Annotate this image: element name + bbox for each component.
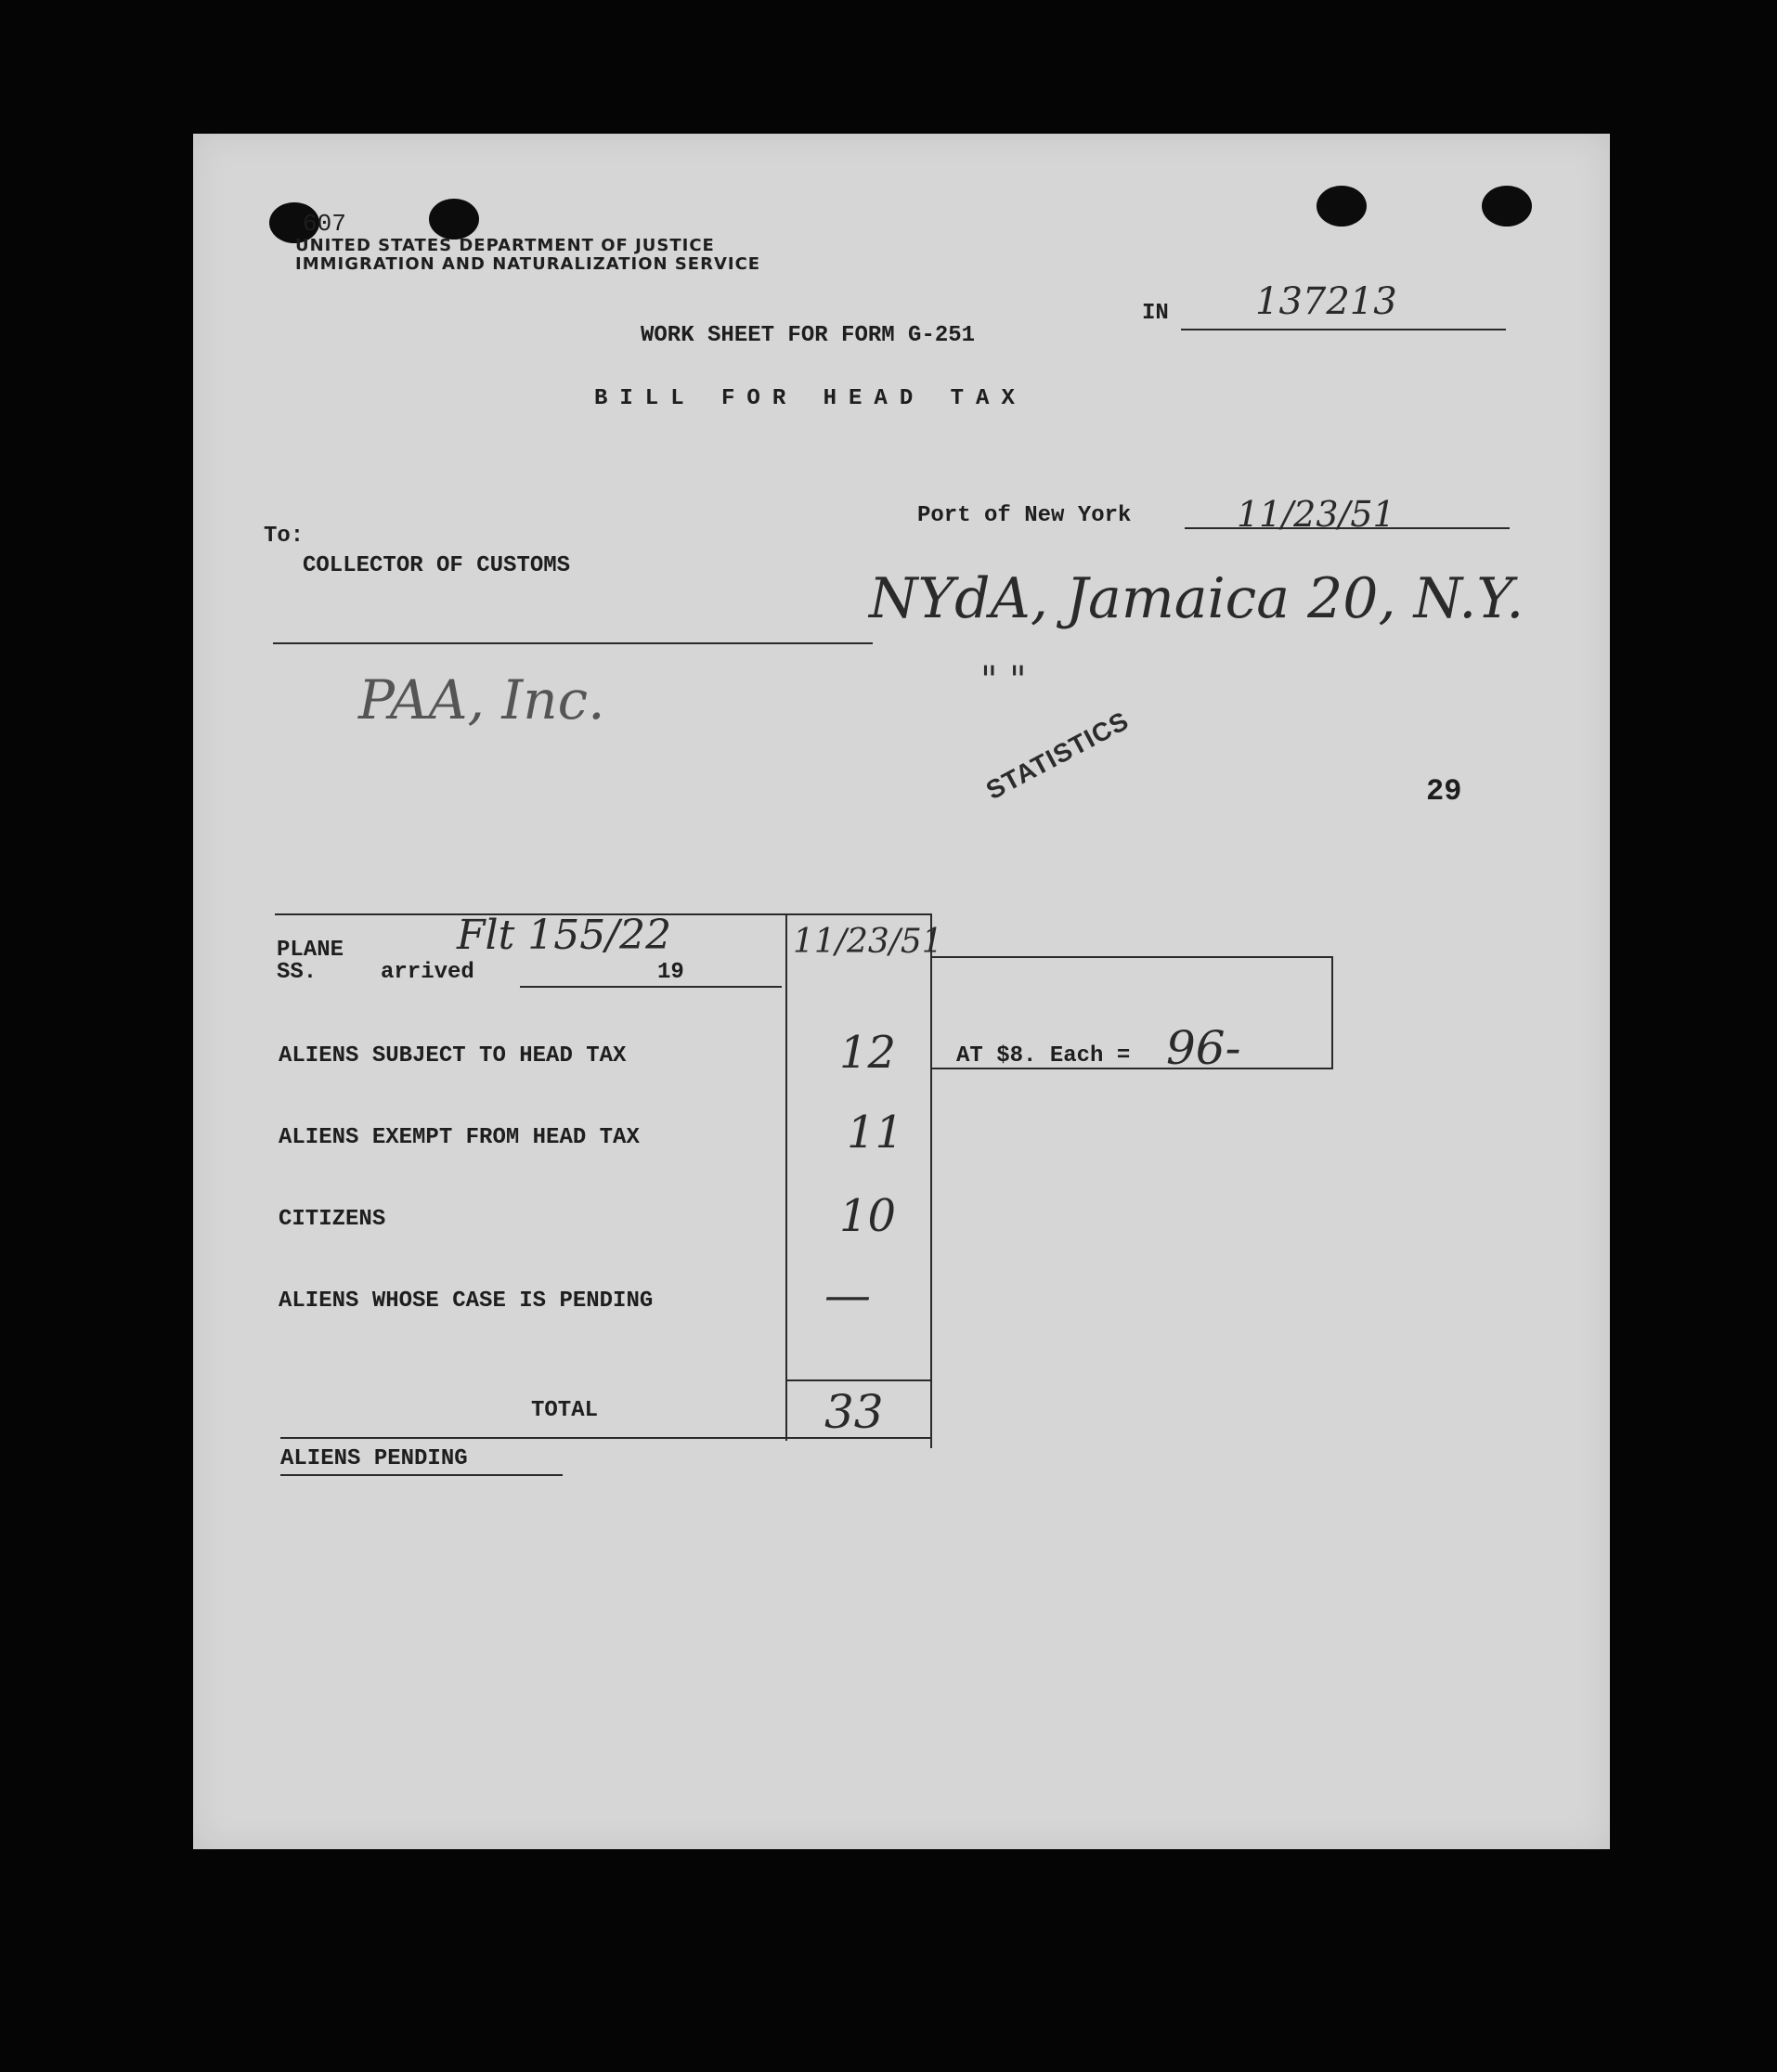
column-left-line [785,913,787,1441]
total-value: 33 [824,1385,884,1439]
to-label: To: [264,524,305,549]
row-pending-label: ALIENS WHOSE CASE IS PENDING [279,1289,654,1314]
year-prefix: 19 [657,960,684,985]
row-pending-value: — [824,1268,871,1322]
port-label: Port of New York [917,503,1132,528]
row-exempt-value: 11 [847,1107,904,1159]
ditto-marks: " " [980,659,1027,702]
arrived-line [520,986,782,988]
row-subject-value: 12 [839,1027,897,1079]
arrived-label: arrived [381,960,474,985]
total-label: TOTAL [531,1398,599,1423]
in-label: IN [1142,301,1169,326]
row-citizens-value: 10 [839,1190,897,1242]
department-name: UNITED STATES DEPARTMENT OF JUSTICE [295,236,715,255]
address-handwritten: NYdA, Jamaica 20, N.Y. [869,566,1524,631]
service-name: IMMIGRATION AND NATURALIZATION SERVICE [295,254,761,274]
in-number-line [1181,329,1506,330]
rate-box-top [932,956,1331,958]
row-exempt-label: ALIENS EXEMPT FROM HEAD TAX [279,1125,640,1150]
port-date: 11/23/51 [1237,494,1395,535]
in-number: 137213 [1255,280,1397,323]
rate-label: AT $8. Each = [956,1043,1131,1068]
row-citizens-label: CITIZENS [279,1207,386,1232]
statistics-stamp: STATISTICS [980,706,1134,806]
form-number: 607 [303,210,346,238]
collector-name: COLLECTOR OF CUSTOMS [303,553,571,578]
carrier-handwritten: PAA, Inc. [358,668,605,732]
punch-hole-4 [1482,186,1532,227]
punch-hole-2 [429,199,479,240]
port-date-line [1185,527,1510,529]
bill-title: BILL FOR HEAD TAX [594,386,1027,411]
rate-box-right [1331,956,1333,1068]
column-right-line [930,913,932,1448]
arrival-date-handwritten: 11/23/51 [793,923,943,961]
total-top-line [787,1379,932,1381]
aliens-pending-label: ALIENS PENDING [280,1446,468,1471]
row-subject-label: ALIENS SUBJECT TO HEAD TAX [279,1043,627,1068]
ss-label: SS. [277,960,318,985]
aliens-pending-line [280,1474,563,1476]
punch-hole-3 [1317,186,1367,227]
page-number: 29 [1426,774,1462,809]
plane-label: PLANE [277,938,344,963]
total-bottom-line [280,1437,932,1439]
work-sheet-title: WORK SHEET FOR FORM G-251 [641,323,976,348]
flight-handwritten: Flt 155/22 [457,912,672,959]
address-line [273,642,873,644]
rate-total: 96- [1166,1021,1241,1075]
document-page [193,134,1610,1849]
